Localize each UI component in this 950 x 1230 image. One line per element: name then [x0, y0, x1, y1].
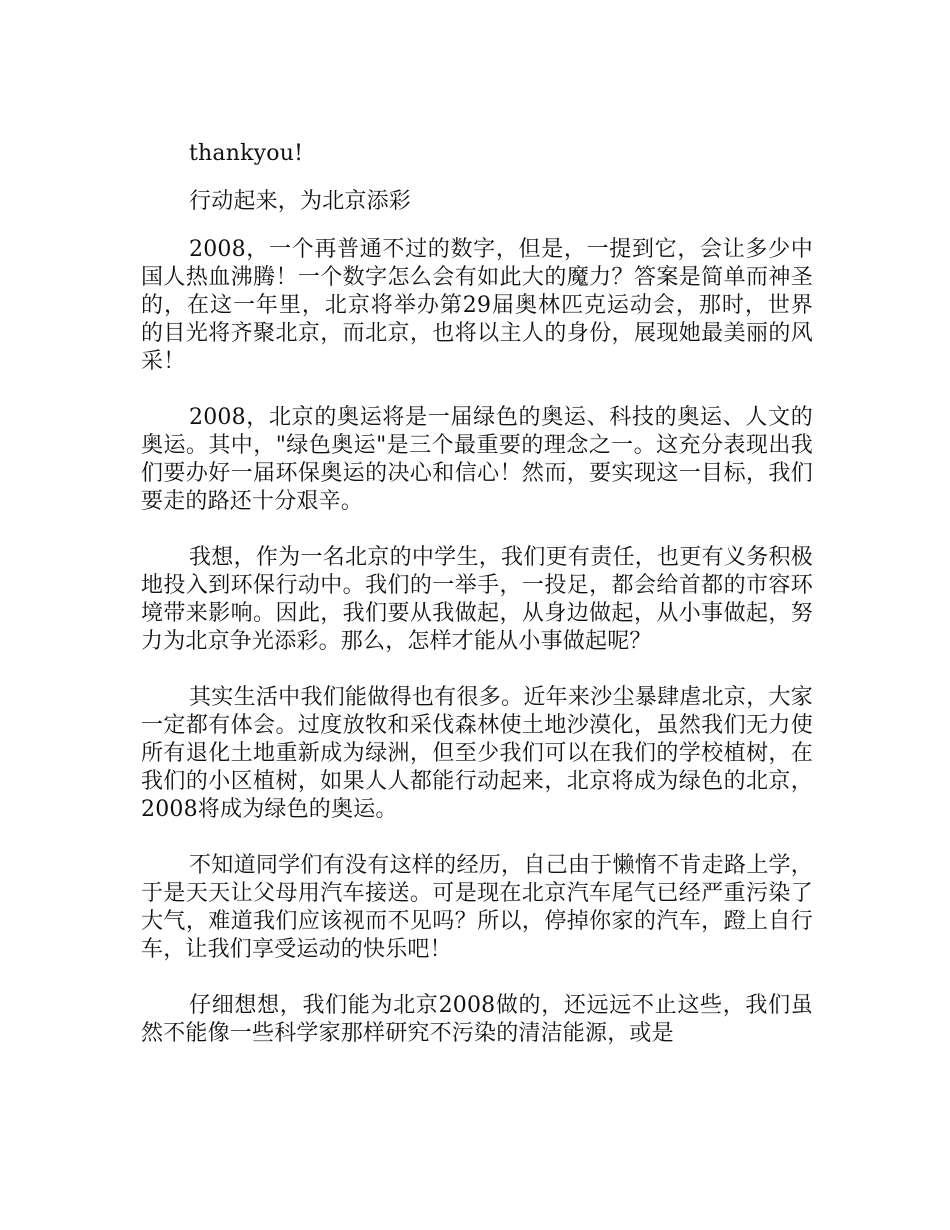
paragraph-more: 仔细想想，我们能为北京2008做的，还远远不止这些，我们虽然不能像一些科学家那样研究不污染的清洁能源，或是: [141, 993, 813, 1046]
paragraph-intro: 2008，一个再普通不过的数字，但是，一提到它，会让多少中国人热血沸腾！一个数字怎么会有如此大的魔力？答案是简单而神圣的，在这一年里，北京将举办第29届奥林匹克运动会，那时，世界的目光将齐聚北京，而北京，也将以主人的身份，展现她最美丽的风采！: [141, 237, 813, 374]
paragraph-responsibility: 我想，作为一名北京的中学生，我们更有责任，也更有义务积极地投入到环保行动中。我们的一举手，一投足，都会给首都的市容环境带来影响。因此，我们要从我做起，从身边做起，从小事做起，努力为北京争光添彩。那么，怎样才能从小事做起呢？: [141, 545, 813, 654]
paragraph-green-olympics: 2008，北京的奥运将是一届绿色的奥运、科技的奥运、人文的奥运。其中，"绿色奥运"是三个最重要的理念之一。这充分表现出我们要办好一届环保奥运的决心和信心！然而，要实现这一目标，我们要走的路还十分艰辛。: [141, 405, 813, 514]
paragraph-bicycle: 不知道同学们有没有这样的经历，自己由于懒惰不肯走路上学，于是天天让父母用汽车接送。可是现在北京汽车尾气已经严重污染了大气，难道我们应该视而不见吗？所以，停掉你家的汽车，蹬上自行车，让我们享受运动的快乐吧！: [141, 853, 813, 962]
paragraph-plant-trees: 其实生活中我们能做得也有很多。近年来沙尘暴肆虐北京，大家一定都有体会。过度放牧和采伐森林使土地沙漠化，虽然我们无力使所有退化土地重新成为绿洲，但至少我们可以在我们的学校植树，在我们的小区植树，如果人人都能行动起来，北京将成为绿色的北京，2008将成为绿色的奥运。: [141, 685, 813, 822]
paragraph-title: 行动起来，为北京添彩: [189, 189, 412, 214]
document-body: [141, 140, 813, 1048]
paragraph-thankyou: thankyou!: [189, 141, 304, 166]
